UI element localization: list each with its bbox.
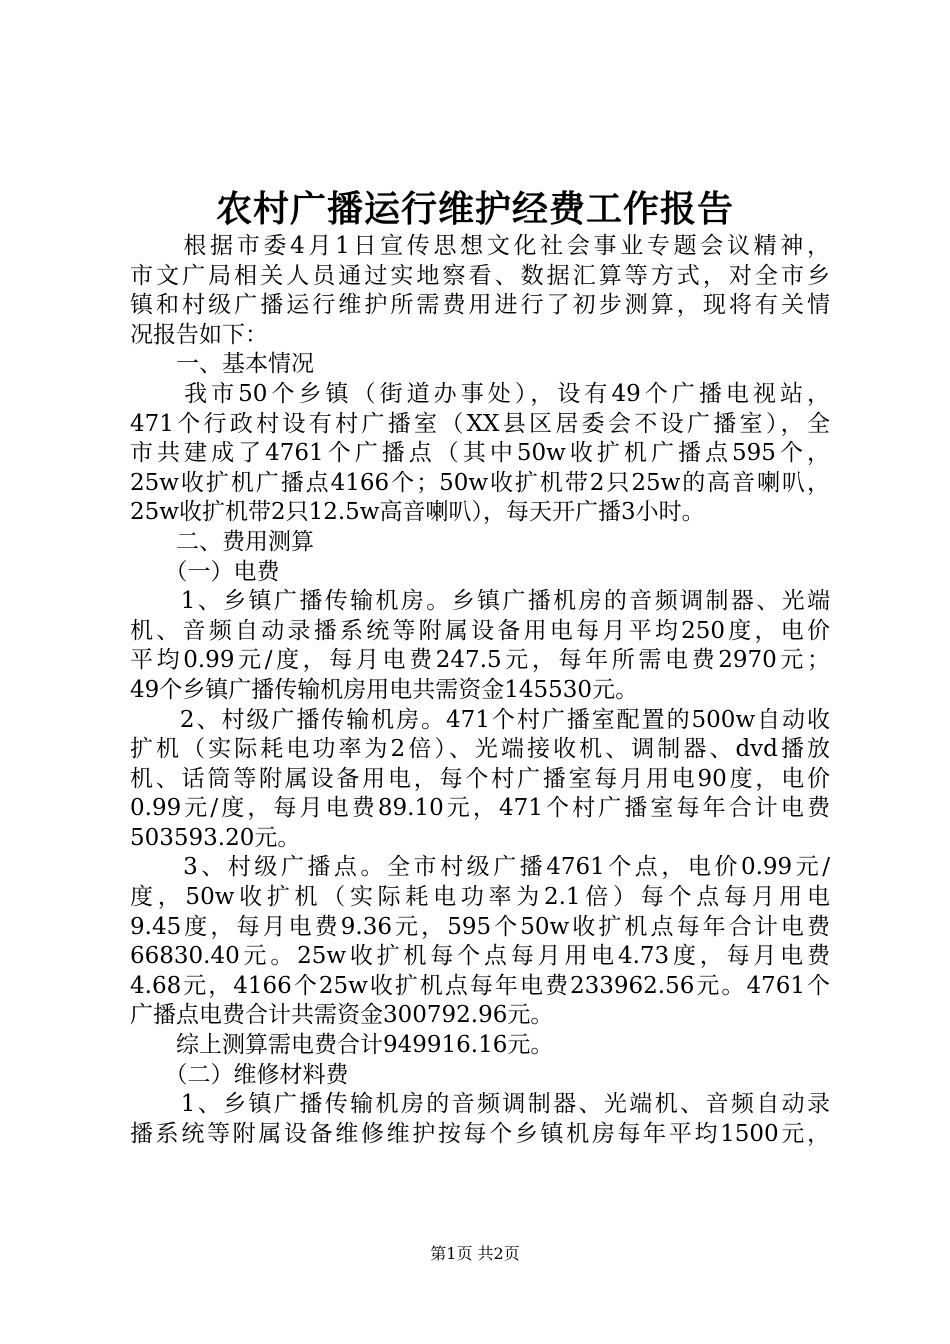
body-line: 1、乡镇广播传输机房。乡镇广播机房的音频调制器、光端 (130, 588, 830, 615)
body-line: 2、村级广播传输机房。471个村广播室配置的500w自动收 (130, 706, 830, 733)
body-line: 3、村级广播点。全市村级广播4761个点，电价0.99元/ (130, 854, 830, 881)
document-title: 农村广播运行维护经费工作报告 (215, 188, 734, 230)
body-line: 况报告如下： (130, 321, 268, 348)
body-line: 扩机（实际耗电功率为2倍）、光端接收机、调制器、dvd播放 (130, 736, 830, 763)
body-line: （二）维修材料费 (130, 1061, 349, 1088)
body-line: 二、费用测算 (130, 528, 314, 555)
body-line: 平均0.99元/度，每月电费247.5元，每年所需电费2970元； (130, 647, 830, 674)
body-line: 我市50个乡镇（街道办事处），设有49个广播电视站， (130, 380, 830, 407)
body-line: 播系统等附属设备维修维护按每个乡镇机房每年平均1500元， (130, 1120, 830, 1147)
body-line: 镇和村级广播运行维护所需费用进行了初步测算，现将有关情 (130, 292, 830, 319)
body-line: 机、话筒等附属设备用电，每个村广播室每月用电90度，电价 (130, 765, 830, 792)
body-line: 49个乡镇广播传输机房用电共需资金145530元。 (130, 676, 639, 703)
body-line: 广播点电费合计共需资金300792.96元。 (130, 1002, 554, 1029)
body-line: 1、乡镇广播传输机房的音频调制器、光端机、音频自动录 (130, 1091, 830, 1118)
body-line: 25w收扩机带2只12.5w高音喇叭），每天开广播3小时。 (130, 499, 705, 526)
body-line: 市文广局相关人员通过实地察看、数据汇算等方式，对全市乡 (130, 262, 830, 289)
body-line: （一）电费 (130, 558, 280, 585)
body-line: 4.68元，4166个25w收扩机点每年电费233962.56元。4761个 (130, 972, 830, 999)
body-line: 一、基本情况 (130, 351, 314, 378)
body-line: 根据市委4月1日宣传思想文化社会事业专题会议精神， (130, 233, 830, 259)
body-line: 503593.20元。 (130, 824, 301, 851)
body-line: 0.99元/度，每月电费89.10元，471个村广播室每年合计电费 (130, 795, 830, 822)
page-footer: 第1页 共2页 (430, 1244, 520, 1263)
body-line: 25w收扩机广播点4166个；50w收扩机带2只25w的高音喇叭， (130, 469, 830, 496)
body-line: 综上测算需电费合计949916.16元。 (130, 1032, 554, 1059)
body-line: 市共建成了4761个广播点（其中50w收扩机广播点595个， (130, 440, 830, 467)
document-body (130, 232, 830, 1149)
body-line: 66830.40元。25w收扩机每个点每月用电4.73度，每月电费 (130, 943, 830, 970)
body-line: 机、音频自动录播系统等附属设备用电每月平均250度，电价 (130, 617, 830, 644)
body-line: 度，50w收扩机（实际耗电功率为2.1倍）每个点每月用电 (130, 884, 830, 911)
body-line: 471个行政村设有村广播室（XX县区居委会不设广播室），全 (130, 410, 830, 437)
body-line: 9.45度，每月电费9.36元，595个50w收扩机点每年合计电费 (130, 913, 830, 940)
